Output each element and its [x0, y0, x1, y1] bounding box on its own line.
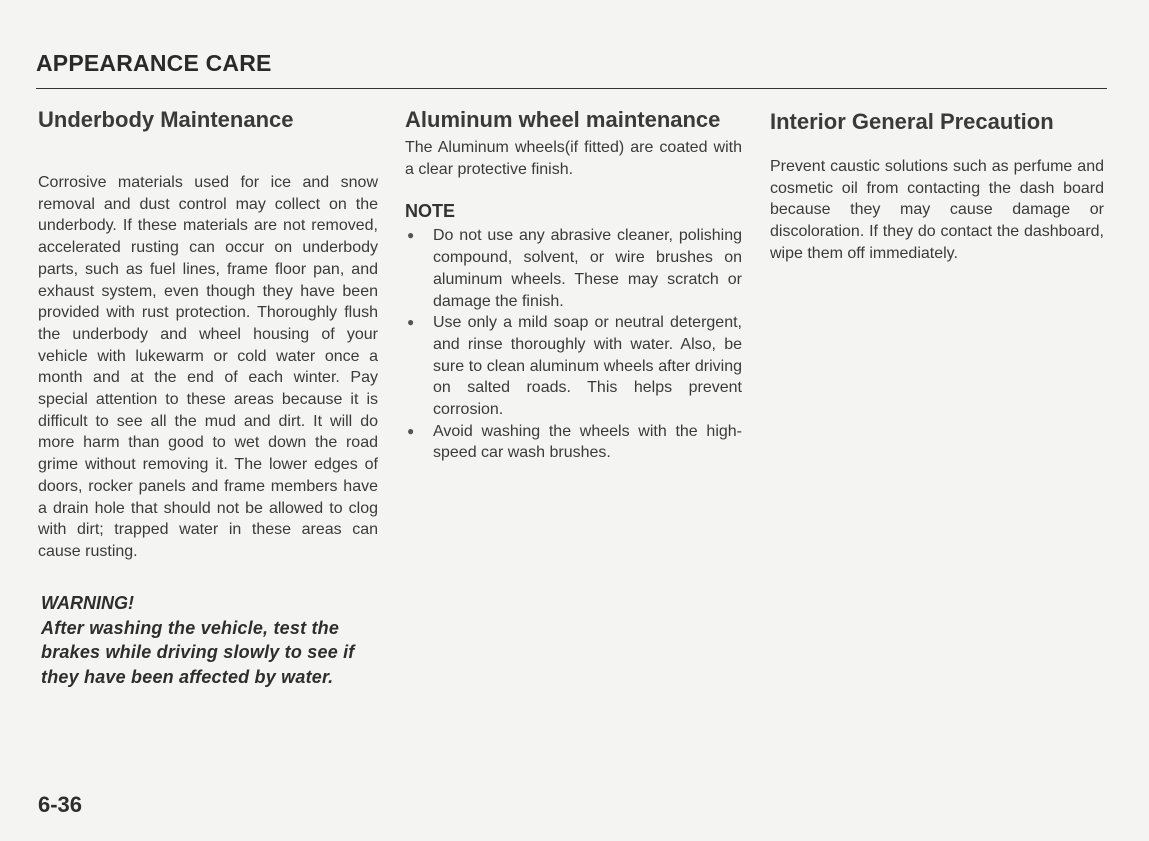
aluminum-body: The Aluminum wheels(if fitted) are coated with a clear protective finish. — [405, 139, 742, 178]
note-text: Use only a mild soap or neutral detergent, and rinse thoroughly with water. Also, be sure to clean aluminum wheels after driving on salted roads. This helps prevent corrosion. — [433, 314, 742, 419]
interior-body: Prevent caustic solutions such as perfume and cosmetic oil from contacting the dash board because they may cause damage or discoloration. If they do contact the dashboard, wipe them off immediately. — [770, 158, 1104, 262]
note-list — [405, 225, 742, 464]
bullet-icon: ● — [407, 423, 415, 438]
aluminum-heading: Aluminum wheel maintenance — [405, 107, 721, 132]
note-item — [405, 225, 742, 312]
underbody-column — [38, 104, 378, 689]
warning-title: WARNING! — [41, 592, 134, 613]
underbody-heading: Underbody Maintenance — [38, 107, 294, 132]
note-label: NOTE — [405, 201, 456, 222]
note-item — [405, 421, 742, 464]
bullet-icon: ● — [407, 228, 415, 243]
warning-text: After washing the vehicle, test the brakes while driving slowly to see if they have been affected by water. — [41, 617, 355, 687]
interior-heading: Interior General Precaution — [770, 109, 1054, 134]
bullet-icon: ● — [407, 315, 415, 330]
section-title: APPEARANCE CARE — [36, 50, 272, 76]
note-item — [405, 312, 742, 421]
header-divider — [36, 88, 1107, 89]
interior-column — [770, 104, 1104, 265]
note-text: Avoid washing the wheels with the high-speed car wash brushes. — [433, 422, 742, 462]
page-number: 6-36 — [38, 792, 83, 817]
aluminum-column — [405, 104, 742, 464]
underbody-body: Corrosive materials used for ice and snow removal and dust control may collect on the underbody. If these materials are not removed, accelerated rusting can occur on underbody parts, such as fuel lines, frame floor pan, and exhaust system, even though they have been provided with rust protection. Thoroughly flush the underbody and wheel housing of your vehicle with lukewarm or cold water once a month and at the end of each winter. Pay special attention to these areas because it is difficult to see all the mud and dirt. It will do more harm than good to wet down the road grime without removing it. The lower edges of doors, rocker panels and frame members have a drain hole that should not be allowed to clog with dirt; trapped water in these areas can cause rusting. — [38, 174, 378, 560]
note-text: Do not use any abrasive cleaner, polishing compound, solvent, or wire brushes on aluminum wheels. These may scratch or damage the finish. — [433, 227, 742, 310]
